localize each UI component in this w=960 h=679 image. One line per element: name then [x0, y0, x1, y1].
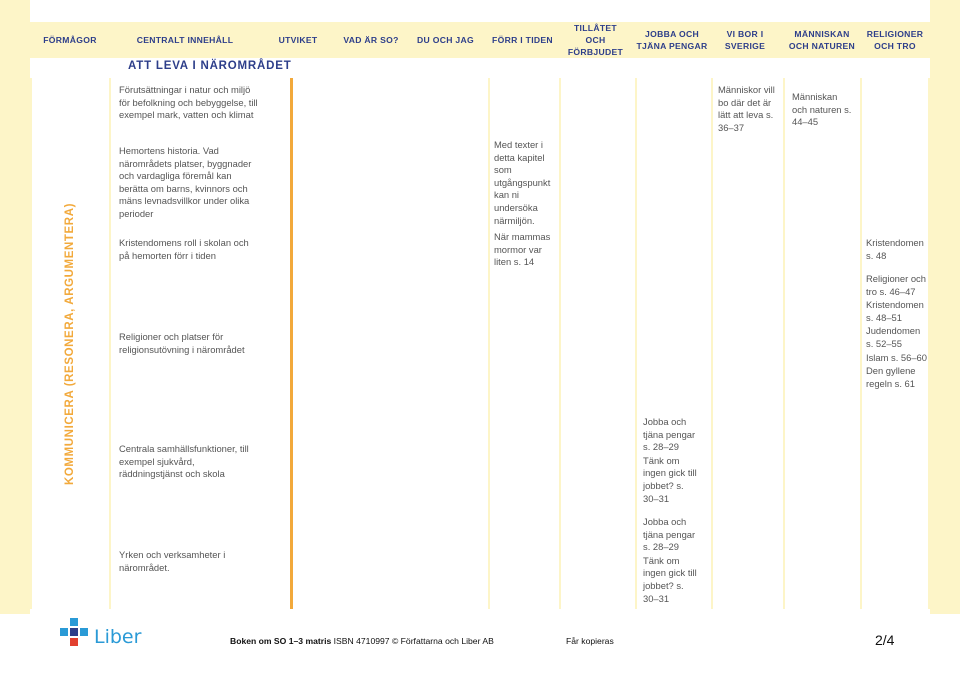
left-margin-band: [0, 0, 30, 614]
header-du-och-jag: DU OCH JAG: [417, 35, 474, 45]
row4-religion: Religioner och tro s. 46–47 Kristendomen s. 48–51 Judendomen s. 52–55 Islam s. 56–60 Den gyllene regeln s. 61: [866, 273, 927, 389]
row2-forr: Med texter i detta kapitel som utgångspunkt kan ni undersöka närmiljön.: [494, 139, 551, 226]
row5-jobba: Jobba och tjäna pengar s. 28–29 Tänk om ingen gick till jobbet? s. 30–31: [643, 416, 697, 504]
row3-text: Kristendomens roll i skolan och på hemorten förr i tiden: [119, 237, 249, 261]
row3-religion: Kristendomen s. 48: [866, 237, 924, 261]
header-formagor: FÖRMÅGOR: [43, 35, 97, 45]
svg-text:Liber: Liber: [94, 626, 142, 648]
right-margin-band: [930, 0, 960, 614]
header-vi-bor: VI BOR I SVERIGE: [724, 29, 766, 51]
header-religioner: RELIGIONER OCH TRO: [866, 29, 924, 51]
header-manniskan: MÄNNISKAN OCH NATUREN: [788, 29, 856, 51]
footer-credit: Boken om SO 1–3 matris ISBN 4710997 © Författarna och Liber AB: [230, 636, 494, 646]
header-forr-i-tiden: FÖRR I TIDEN: [492, 35, 553, 45]
vi-bor-column: [713, 78, 783, 609]
row3-forr: När mammas mormor var liten s. 14: [494, 231, 551, 268]
header-centralt-innehall: CENTRALT INNEHÅLL: [136, 35, 234, 45]
row1-natur: Människan och naturen s. 44–45: [792, 91, 852, 128]
column-header-bar: [30, 22, 930, 58]
row1-text: Förutsättningar i natur och miljö för befolkning och bebyggelse, till exempel mark, vatten och klimat: [119, 84, 258, 121]
row4-text: Religioner och platser för religionsutövning i närområdet: [119, 331, 245, 355]
header-vad-ar-so: VAD ÄR SO?: [343, 35, 399, 45]
row5-text: Centrala samhällsfunktioner, till exempel sjukvård, räddningstjänst och skola: [119, 443, 249, 480]
row2-text: Hemortens historia. Vad närområdets platser, byggnader och vardagliga föremål kan berätta om barns, kvinnors och mäns levnadsvillkor under olika perioder: [119, 145, 252, 219]
liber-logo-icon: [58, 616, 148, 656]
header-utviket: UTVIKET: [278, 35, 318, 45]
utviket-column-group: [293, 78, 488, 609]
liber-logo: [58, 616, 148, 656]
row6-text: Yrken och verksamheter i närområdet.: [119, 549, 226, 573]
side-label: KOMMUNICERA (RESONERA, ARGUMENTERA): [64, 202, 76, 485]
header-jobba: JOBBA OCH TJÄNA PENGAR: [636, 29, 708, 51]
section-title: ATT LEVA I NÄROMRÅDET: [128, 60, 292, 72]
tillatet-column: [561, 78, 635, 609]
row6-jobba: Jobba och tjäna pengar s. 28–29 Tänk om ingen gick till jobbet? s. 30–31: [643, 516, 697, 604]
page-number: 2/4: [875, 632, 895, 648]
row1-sverige: Människor vill bo där det är lätt att leva s. 36–37: [718, 84, 775, 133]
header-tillatet: TILLÅTET OCH FÖRBJUDET: [567, 23, 624, 57]
manniskan-column: [785, 78, 860, 609]
footer-copy-note: Får kopieras: [566, 636, 614, 646]
